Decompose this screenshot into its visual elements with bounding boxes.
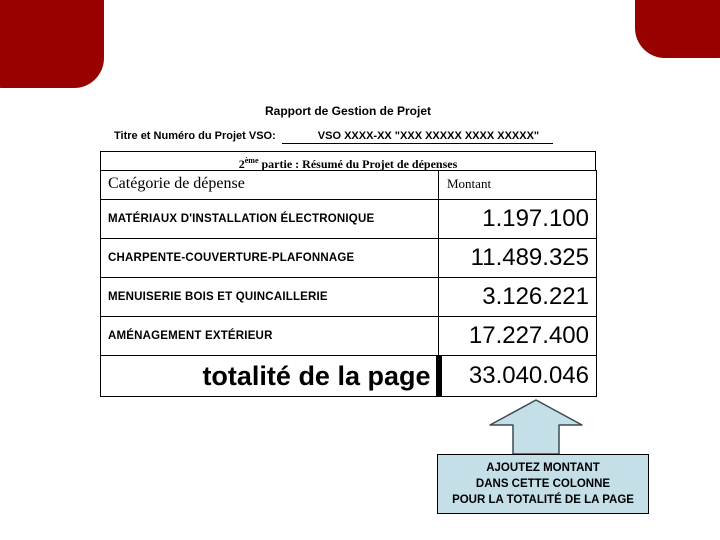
amount-cell: 17.227.400 <box>439 317 597 356</box>
expense-table <box>100 170 597 397</box>
total-label-cell: totalité de la page <box>101 356 439 397</box>
total-amount-cell: 33.040.046 <box>439 356 597 397</box>
project-title-label: Titre et Numéro du Projet VSO: <box>114 130 276 142</box>
table-row <box>101 200 597 239</box>
expense-summary-box <box>100 151 596 397</box>
amount-cell: 3.126.221 <box>439 278 597 317</box>
table-header-row <box>101 171 597 200</box>
callout-box <box>437 454 649 514</box>
project-number-value: VSO XXXX-XX "XXX XXXXX XXXX XXXXX" <box>282 130 553 144</box>
table-total-row <box>101 356 597 397</box>
table-row <box>101 278 597 317</box>
section-superscript: ème <box>244 156 259 165</box>
category-cell: MENUISERIE BOIS ET QUINCAILLERIE <box>101 278 439 317</box>
section-number: 2 <box>238 157 245 171</box>
top-right-corner-decoration <box>635 0 720 58</box>
table-row <box>101 317 597 356</box>
category-cell: CHARPENTE-COUVERTURE-PLAFONNAGE <box>101 239 439 278</box>
amount-cell: 1.197.100 <box>439 200 597 239</box>
callout-line: AJOUTEZ MONTANT <box>486 462 600 474</box>
page-title: Rapport de Gestion de Projet <box>264 104 432 118</box>
category-column-header: Catégorie de dépense <box>101 171 439 200</box>
category-cell: AMÉNAGEMENT EXTÉRIEUR <box>101 317 439 356</box>
project-title-line <box>114 130 553 144</box>
section-header-text: partie : Résumé du Projet de dépenses <box>258 157 458 171</box>
callout-line: POUR LA TOTALITÉ DE LA PAGE <box>452 494 634 506</box>
amount-column-header: Montant <box>439 171 597 200</box>
section-header <box>100 151 596 171</box>
table-row <box>101 239 597 278</box>
amount-cell: 11.489.325 <box>439 239 597 278</box>
up-arrow-icon <box>487 398 585 456</box>
top-left-corner-decoration <box>0 0 104 88</box>
category-cell: MATÉRIAUX D'INSTALLATION ÉLECTRONIQUE <box>101 200 439 239</box>
callout-line: DANS CETTE COLONNE <box>475 478 611 490</box>
